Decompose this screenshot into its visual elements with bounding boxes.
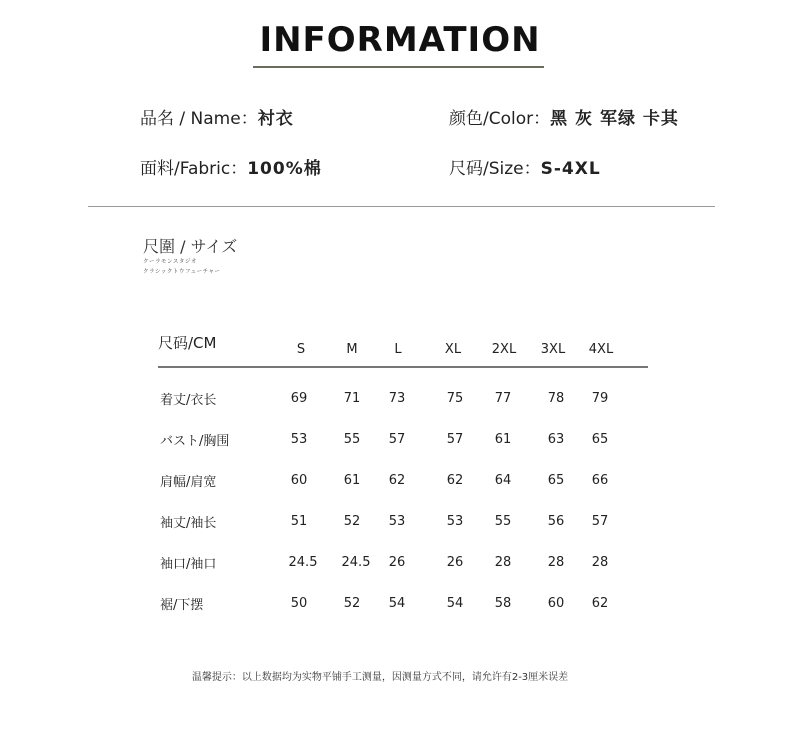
- table-cell: 78: [547, 391, 565, 406]
- page-title: INFORMATION: [259, 20, 541, 60]
- table-cell: 79: [591, 391, 609, 406]
- table-cell: 50: [290, 596, 308, 611]
- row-label: 裾/下摆: [160, 598, 204, 613]
- fabric-value: 100%棉: [247, 159, 322, 179]
- measurement-tip: 温馨提示：以上数据均为实物平铺手工测量，因测量方式不同，请允许有2-3厘米误差: [191, 672, 569, 683]
- name-row: [140, 104, 294, 129]
- table-cell: 53: [446, 514, 464, 529]
- table-cell: 58: [494, 596, 512, 611]
- table-cell: 75: [446, 391, 464, 406]
- column-header-s: S: [296, 342, 306, 357]
- table-cell: 28: [591, 555, 609, 570]
- table-header-rule: [158, 366, 648, 368]
- table-cell: 69: [290, 391, 308, 406]
- table-cell: 53: [290, 432, 308, 447]
- table-cell: 54: [388, 596, 406, 611]
- table-cell: 65: [547, 473, 565, 488]
- table-cell: 66: [591, 473, 609, 488]
- table-cell: 28: [494, 555, 512, 570]
- column-header-l: L: [394, 342, 402, 357]
- table-cell: 61: [494, 432, 512, 447]
- table-cell: 77: [494, 391, 512, 406]
- table-cell: 55: [343, 432, 361, 447]
- table-cell: 52: [343, 596, 361, 611]
- table-cell: 57: [446, 432, 464, 447]
- color-row: [449, 104, 679, 129]
- size-row: [449, 154, 601, 179]
- table-cell: 60: [547, 596, 565, 611]
- size-section-heading: 尺圍 / サイズ: [143, 237, 238, 256]
- size-section-subtitle-2: クラシックトウフューチャー: [143, 269, 221, 275]
- table-cell: 52: [343, 514, 361, 529]
- color-value: 黑 灰 军绿 卡其: [550, 109, 679, 129]
- table-cell: 57: [591, 514, 609, 529]
- table-cell: 61: [343, 473, 361, 488]
- row-label: 肩幅/肩宽: [160, 475, 217, 490]
- name-label: 品名 / Name：: [140, 109, 258, 129]
- fabric-row: [140, 154, 322, 179]
- table-cell: 55: [494, 514, 512, 529]
- table-cell: 28: [547, 555, 565, 570]
- table-corner-label: 尺码/CM: [158, 334, 217, 352]
- table-cell: 56: [547, 514, 565, 529]
- table-cell: 64: [494, 473, 512, 488]
- table-cell: 62: [446, 473, 464, 488]
- column-header-3xl: 3XL: [540, 342, 566, 357]
- table-cell: 73: [388, 391, 406, 406]
- column-header-m: M: [346, 342, 358, 357]
- table-cell: 71: [343, 391, 361, 406]
- row-label: 袖丈/袖长: [160, 516, 217, 531]
- table-cell: 62: [591, 596, 609, 611]
- table-cell: 51: [290, 514, 308, 529]
- column-header-xl: XL: [444, 342, 462, 357]
- size-section-subtitle-1: クーラモンスタジオ: [143, 259, 197, 265]
- table-cell: 26: [446, 555, 464, 570]
- color-label: 颜色/Color：: [449, 109, 551, 129]
- table-cell: 63: [547, 432, 565, 447]
- column-header-2xl: 2XL: [491, 342, 517, 357]
- table-cell: 24.5: [341, 555, 371, 570]
- table-cell: 57: [388, 432, 406, 447]
- table-cell: 53: [388, 514, 406, 529]
- row-label: 着丈/衣长: [160, 393, 217, 408]
- section-divider: [88, 206, 715, 207]
- table-cell: 24.5: [288, 555, 318, 570]
- table-cell: 54: [446, 596, 464, 611]
- fabric-label: 面料/Fabric：: [140, 159, 248, 179]
- table-cell: 62: [388, 473, 406, 488]
- table-cell: 65: [591, 432, 609, 447]
- name-value: 衬衣: [257, 109, 294, 129]
- size-label: 尺码/Size：: [449, 159, 541, 179]
- row-label: バスト/胸围: [160, 434, 230, 449]
- row-label: 袖口/袖口: [160, 557, 217, 572]
- title-underline: [253, 66, 544, 68]
- table-cell: 60: [290, 473, 308, 488]
- table-cell: 26: [388, 555, 406, 570]
- size-value: S-4XL: [540, 159, 601, 179]
- column-header-4xl: 4XL: [588, 342, 614, 357]
